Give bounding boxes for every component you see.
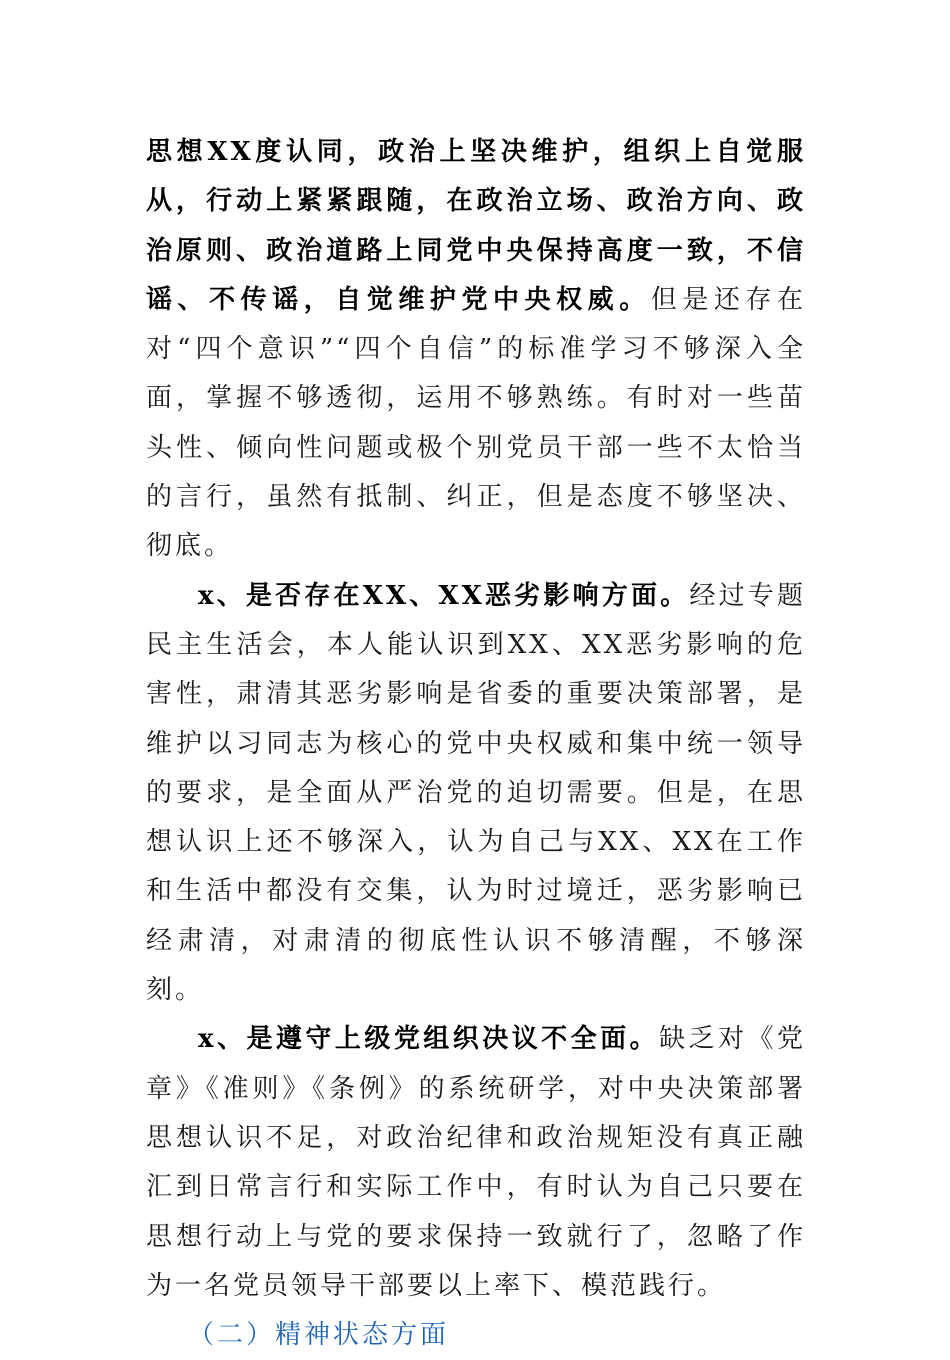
paragraph-political-stance: [146, 128, 806, 572]
section-heading: （二）精神状态方面: [188, 1320, 450, 1351]
document-body: [146, 128, 806, 1360]
paragraph-text: 缺乏对《党章》《准则》《条例》的系统研学，对中央决策部署思想认识不足，对政治纪律和政治规矩没有真正融汇到日常言行和实际工作中，有时认为自己只要在思想行动上与党的要求保持一致就行了，忽略了作为一名党员领导干部要以上率下、模范践行。: [146, 1024, 806, 1301]
paragraph-evil-influence: [146, 572, 806, 1016]
paragraph-party-resolutions: [146, 1015, 806, 1311]
paragraph-bold-lead: x、是否存在XX、XX恶劣影响方面。: [198, 580, 690, 611]
paragraph-text: 经过专题民主生活会，本人能认识到XX、XX恶劣影响的危害性，肃清其恶劣影响是省委的重要决策部署，是维护以习同志为核心的党中央权威和集中统一领导的要求，是全面从严治党的迫切需要。但是，在思想认识上还不够深入，认为自己与XX、XX在工作和生活中都没有交集，认为时过境迁，恶劣影响已经肃清，对肃清的彻底性认识不够清醒，不够深刻。: [146, 580, 806, 1006]
paragraph-text: 但是还存在对“四个意识”“四个自信”的标准学习不够深入全面，掌握不够透彻，运用不够熟练。有时对一些苗头性、倾向性问题或极个别党员干部一些不太恰当的言行，虽然有抵制、纠正，但是态度不够坚决、彻底。: [146, 284, 806, 562]
paragraph-bold-lead: x、是遵守上级党组织决议不全面。: [198, 1024, 660, 1055]
paragraph-bold-lead: 思想XX度认同，政治上坚决维护，组织上自觉服从，行动上紧紧跟随，在政治立场、政治方向、政治原则、政治道路上同党中央保持高度一致，不信谣、不传谣，自觉维护党中央权威。: [146, 137, 806, 315]
